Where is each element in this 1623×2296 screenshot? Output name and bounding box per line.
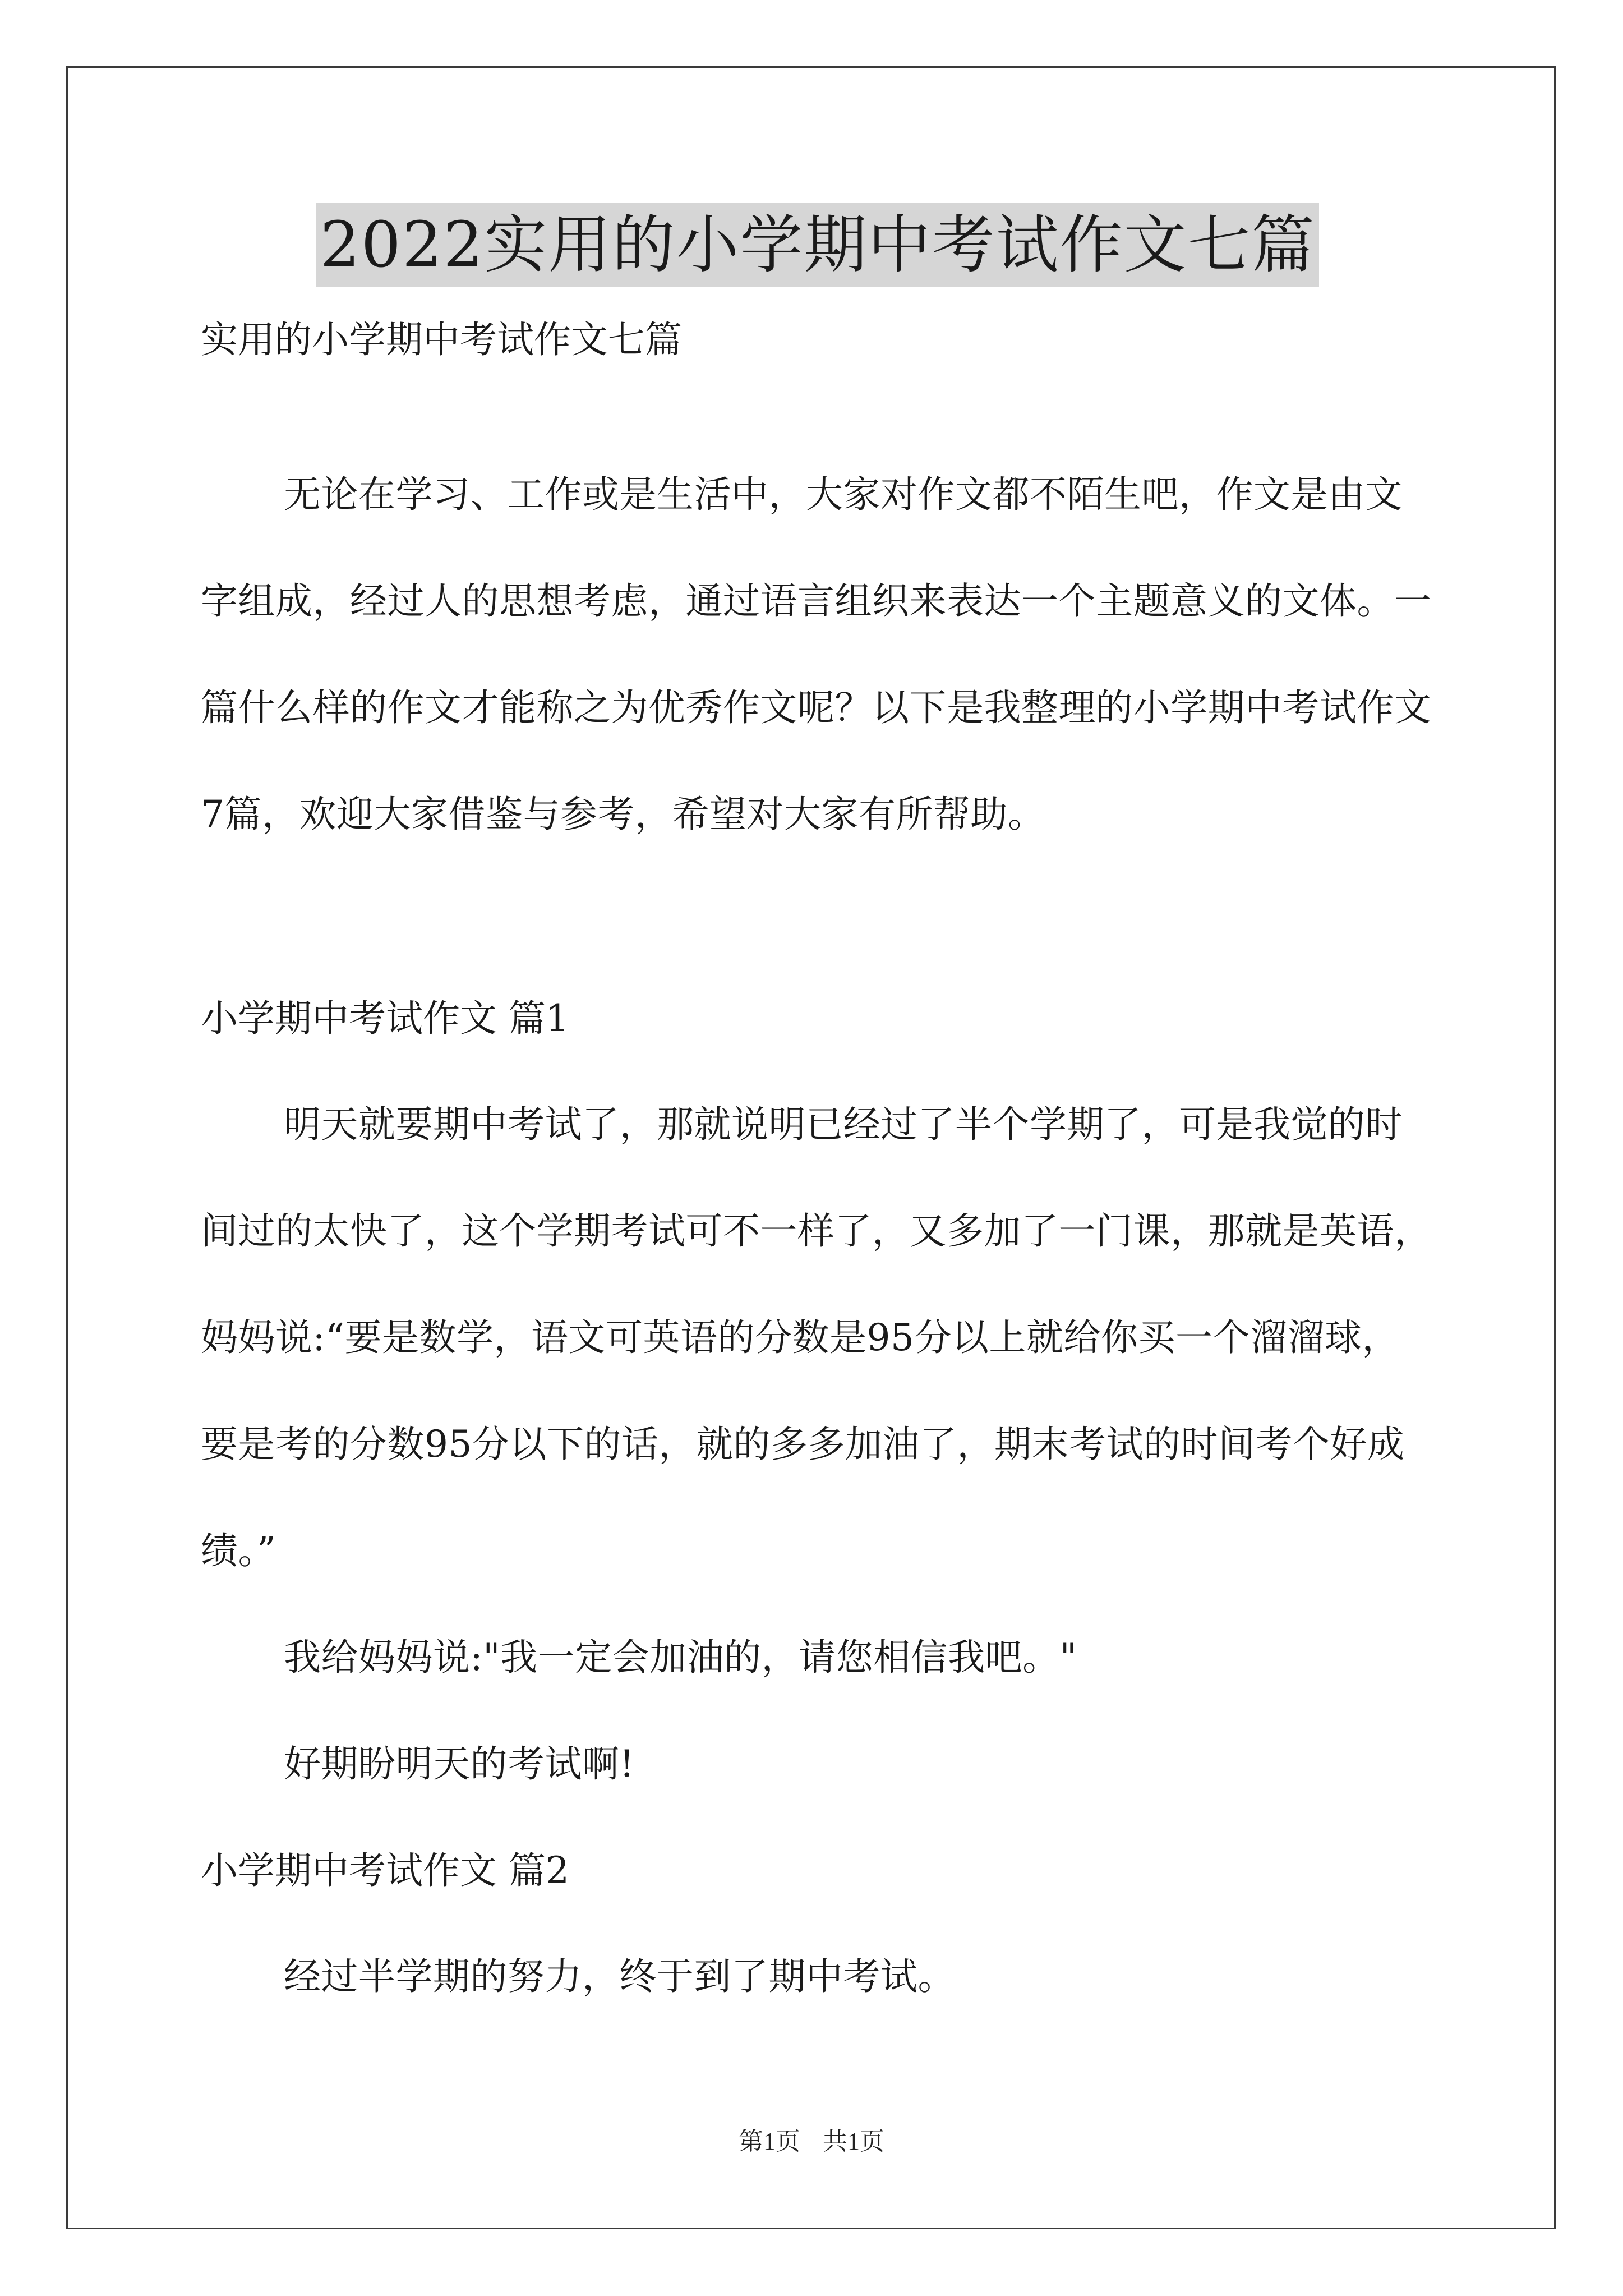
intro-paragraph: 无论在学习、工作或是生活中，大家对作文都不陌生吧，作文是由文字组成，经过人的思想考虑，通过语言组织来表达一个主题意义的文体。一篇什么样的作文才能称之为优秀作文呢？以下是我整理的小学期中考试作文7篇，欢迎大家借鉴与参考，希望对大家有所帮助。 [201, 473, 1432, 836]
section-1-paragraph-2: 我给妈妈说:"我一定会加油的，请您相信我吧。" [284, 1636, 1077, 1679]
section-heading-2: 小学期中考试作文 篇2 [201, 1849, 569, 1892]
page-number: 第1页 [739, 2128, 800, 2155]
page-footer [0, 2125, 1623, 2159]
page-total: 共1页 [823, 2128, 884, 2155]
document-title: 2022实用的小学期中考试作文七篇 [316, 203, 1318, 287]
title-wrap [201, 203, 1435, 287]
section-heading-1: 小学期中考试作文 篇1 [201, 997, 569, 1040]
section-1-paragraph-3: 好期盼明天的考试啊! [284, 1742, 635, 1786]
section-2-paragraph-1: 经过半学期的努力，终于到了期中考试。 [284, 1955, 955, 1998]
document-subtitle: 实用的小学期中考试作文七篇 [201, 318, 682, 361]
section-1-paragraph-1: 明天就要期中考试了，那就说明已经过了半个学期了，可是我觉的时间过的太快了，这个学期考试可不一样了，又多加了一门课，那就是英语，妈妈说:“要是数学，语文可英语的分数是95分以上就给你买一个溜溜球，要是考的分数95分以下的话，就的多多加油了，期末考试的时间考个好成绩。” [201, 1103, 1432, 1572]
